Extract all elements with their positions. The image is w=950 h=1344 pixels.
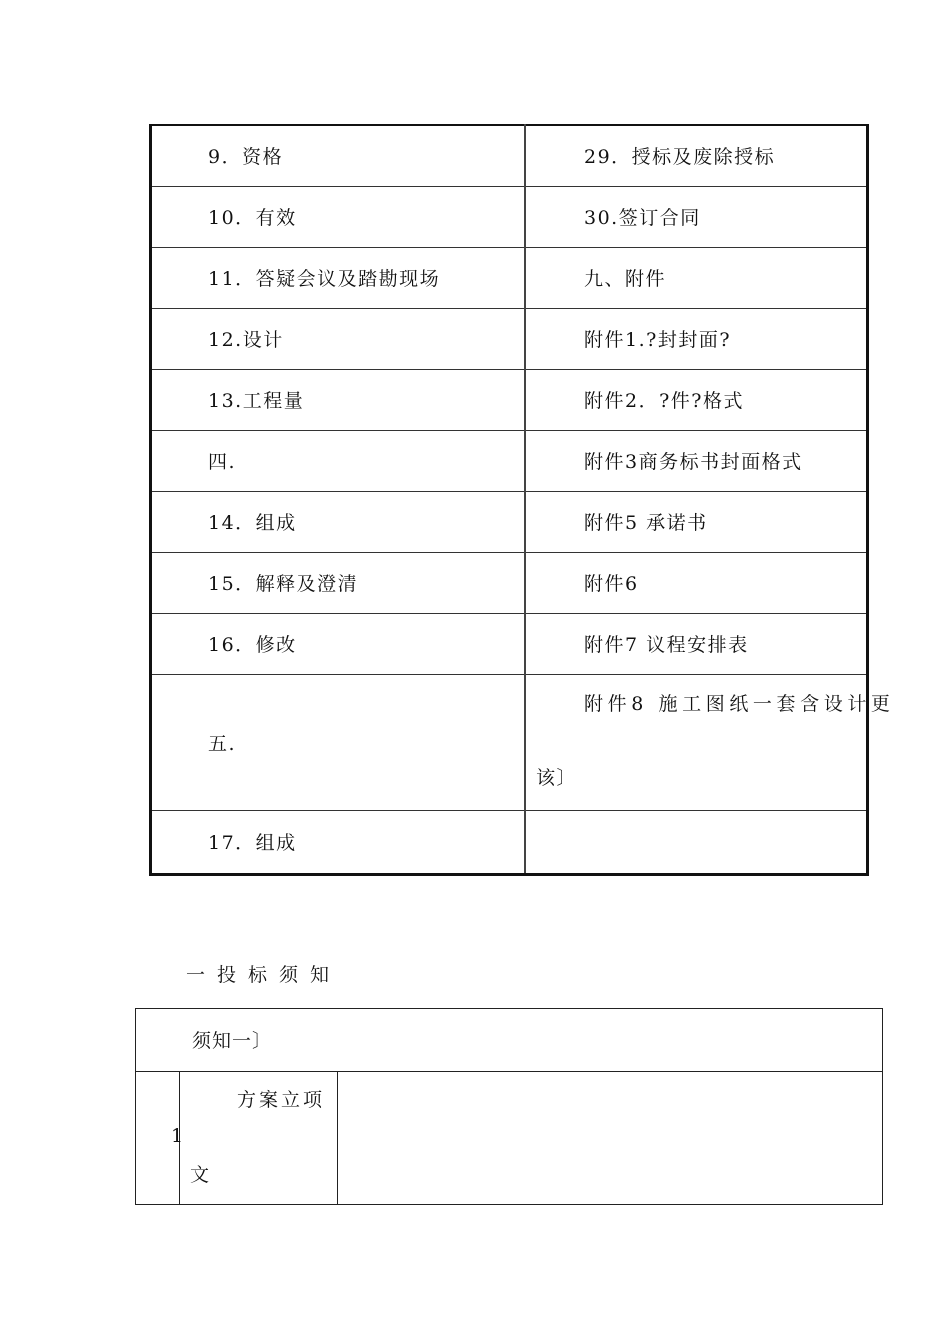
notice-header-text: 须知一〕 [192, 1030, 273, 1052]
notice-table [135, 1008, 883, 1205]
notice-item-title: 方案立项 [237, 1089, 326, 1111]
toc-right-cell-wrapped [525, 674, 895, 810]
toc-row [151, 125, 868, 186]
toc-right-cell: 九、附件 [525, 247, 868, 308]
toc-row [151, 430, 868, 491]
toc-left-cell: 11．答疑会议及踏勘现场 [151, 247, 526, 308]
toc-right-line1: 附件8 施工图纸一套含设计更 [584, 692, 895, 715]
toc-left-cell: 10．有效 [151, 186, 526, 247]
section-heading: 一投标须知 [186, 964, 342, 986]
toc-right-cell: 附件2．?件?格式 [525, 369, 868, 430]
toc-row [151, 552, 868, 613]
toc-right-cell: 附件5 承诺书 [525, 491, 868, 552]
toc-left-cell: 五. [151, 674, 526, 810]
toc-left-cell: 9．资格 [151, 125, 526, 186]
toc-row [151, 247, 868, 308]
toc-left-cell: 12.设计 [151, 308, 526, 369]
toc-row [151, 810, 868, 874]
notice-item-number: 1 [171, 1125, 184, 1147]
toc-row [151, 369, 868, 430]
toc-right-cell [525, 810, 868, 874]
toc-left-cell: 15．解释及澄清 [151, 552, 526, 613]
toc-right-line2: 该〕 [536, 766, 578, 789]
toc-right-cell: 附件3商务标书封面格式 [525, 430, 868, 491]
toc-left-cell: 13.工程量 [151, 369, 526, 430]
toc-row [151, 613, 868, 674]
toc-right-cell: 附件6 [525, 552, 868, 613]
toc-right-cell: 30.签订合同 [525, 186, 868, 247]
toc-left-cell: 16．修改 [151, 613, 526, 674]
toc-table [149, 124, 895, 876]
toc-right-cell: 附件7 议程安排表 [525, 613, 868, 674]
column-divider [337, 1071, 338, 1205]
toc-row-tall [151, 674, 868, 810]
toc-left-cell: 17．组成 [151, 810, 526, 874]
toc-left-cell: 14．组成 [151, 491, 526, 552]
notice-header-row [136, 1009, 882, 1072]
toc-row [151, 491, 868, 552]
toc-right-cell: 附件1.?封封面? [525, 308, 868, 369]
toc-row [151, 186, 868, 247]
notice-item-title-continued: 文 [190, 1164, 210, 1186]
toc-left-cell: 四. [151, 430, 526, 491]
toc-row [151, 308, 868, 369]
toc-right-cell: 29．授标及废除授标 [525, 125, 868, 186]
